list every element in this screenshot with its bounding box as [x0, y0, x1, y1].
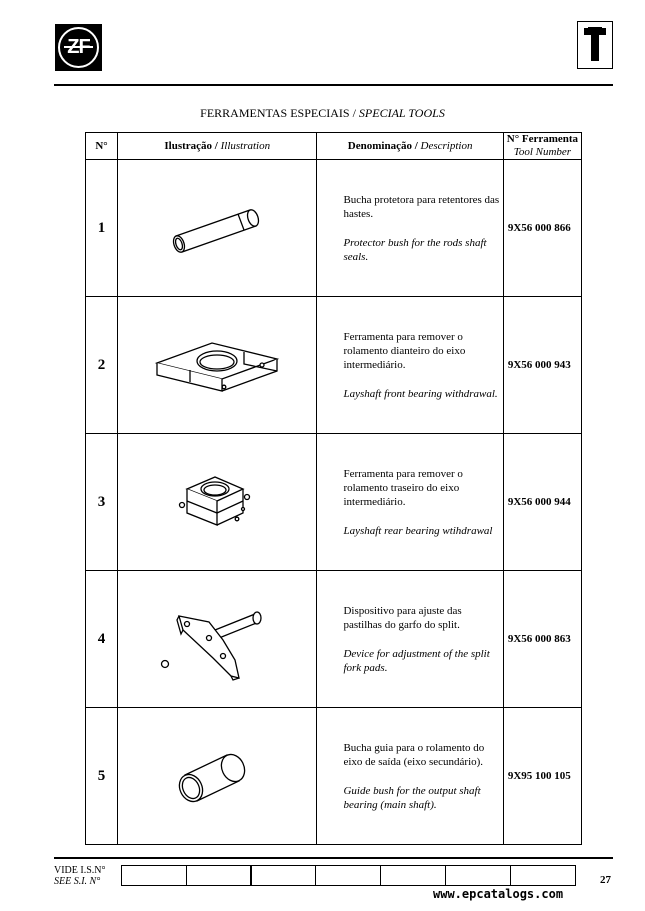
table-row [86, 708, 582, 845]
description-pt: Dispositivo para ajuste das pastilhas do garfo do split. [343, 604, 462, 631]
illustration-cell [118, 571, 317, 708]
footer-divider [54, 857, 613, 859]
table-header-row [86, 133, 582, 160]
logo-text: ZF [67, 36, 90, 58]
row-number: 1 [86, 160, 118, 297]
si-box [315, 865, 381, 886]
table-row [86, 434, 582, 571]
header-description-pt: Denominação / [347, 140, 421, 152]
header-illustration [118, 133, 317, 160]
description-cell [317, 160, 503, 297]
header-toolnum-en: Tool Number [513, 146, 572, 158]
header-divider [54, 84, 613, 86]
description-pt: Bucha protetora para retentores das hastes. [343, 193, 500, 220]
header-illustration-en: Illustration [220, 140, 271, 152]
illustration-cell [118, 297, 317, 434]
si-box [250, 865, 316, 886]
description-cell [317, 434, 503, 571]
description-cell [317, 571, 503, 708]
table-row [86, 160, 582, 297]
guide-bush-icon [177, 741, 257, 811]
service-info-boxes [122, 865, 576, 885]
header-description-en: Description [420, 140, 473, 152]
title-en: SPECIAL TOOLS [358, 106, 445, 120]
adjustment-device-icon [157, 594, 277, 684]
tool-number: 9X56 000 943 [503, 297, 581, 434]
row-number: 3 [86, 434, 118, 571]
description-en: Layshaft front bearing withdrawal. [343, 387, 498, 400]
table-row [86, 571, 582, 708]
illustration-cell [118, 434, 317, 571]
header-no: N° [86, 133, 118, 160]
title-separator: / [349, 106, 359, 120]
description-pt: Ferramenta para remover o rolamento traseiro do eixo intermediário. [343, 467, 463, 508]
protector-bush-icon [162, 198, 272, 258]
page-number: 27 [600, 874, 611, 886]
vide-pt: VIDE I.S.N° [54, 865, 106, 876]
row-number: 2 [86, 297, 118, 434]
header-toolnum-pt: N° Ferramenta [506, 133, 579, 145]
description-en: Layshaft rear bearing wtihdrawal [343, 524, 493, 537]
description-cell [317, 708, 503, 845]
tool-number: 9X56 000 863 [503, 571, 581, 708]
si-box [380, 865, 446, 886]
description-en: Guide bush for the output shaft bearing (main shaft). [343, 784, 481, 811]
si-box [510, 865, 576, 886]
illustration-cell [118, 708, 317, 845]
vide-label [54, 865, 106, 887]
row-number: 5 [86, 708, 118, 845]
header-tool-number [503, 133, 581, 160]
title-pt: FERRAMENTAS ESPECIAIS [200, 106, 350, 120]
tool-number: 9X56 000 866 [503, 160, 581, 297]
rear-bearing-tool-icon [177, 469, 257, 535]
header-description [317, 133, 503, 160]
description-pt: Bucha guia para o rolamento do eixo de saída (eixo secundário). [343, 741, 485, 768]
illustration-cell [118, 160, 317, 297]
header-illustration-pt: Ilustração / [164, 140, 221, 152]
special-tools-icon [577, 21, 613, 69]
zf-logo [55, 24, 102, 71]
special-tools-table [85, 132, 582, 845]
si-box [121, 865, 187, 886]
si-box [445, 865, 511, 886]
row-number: 4 [86, 571, 118, 708]
description-pt: Ferramenta para remover o rolamento dianteiro do eixo intermediário. [343, 330, 466, 371]
description-en: Device for adjustment of the split fork pads. [343, 647, 490, 674]
tool-number: 9X95 100 105 [503, 708, 581, 845]
description-cell [317, 297, 503, 434]
si-box [186, 865, 252, 886]
description-en: Protector bush for the rods shaft seals. [343, 236, 487, 263]
website-url[interactable]: www.epcatalogs.com [433, 887, 564, 901]
table-row [86, 297, 582, 434]
tool-number: 9X56 000 944 [503, 434, 581, 571]
front-bearing-tool-icon [152, 325, 282, 405]
vide-en: SEE S.I. N° [54, 876, 101, 887]
page-title [0, 106, 645, 121]
